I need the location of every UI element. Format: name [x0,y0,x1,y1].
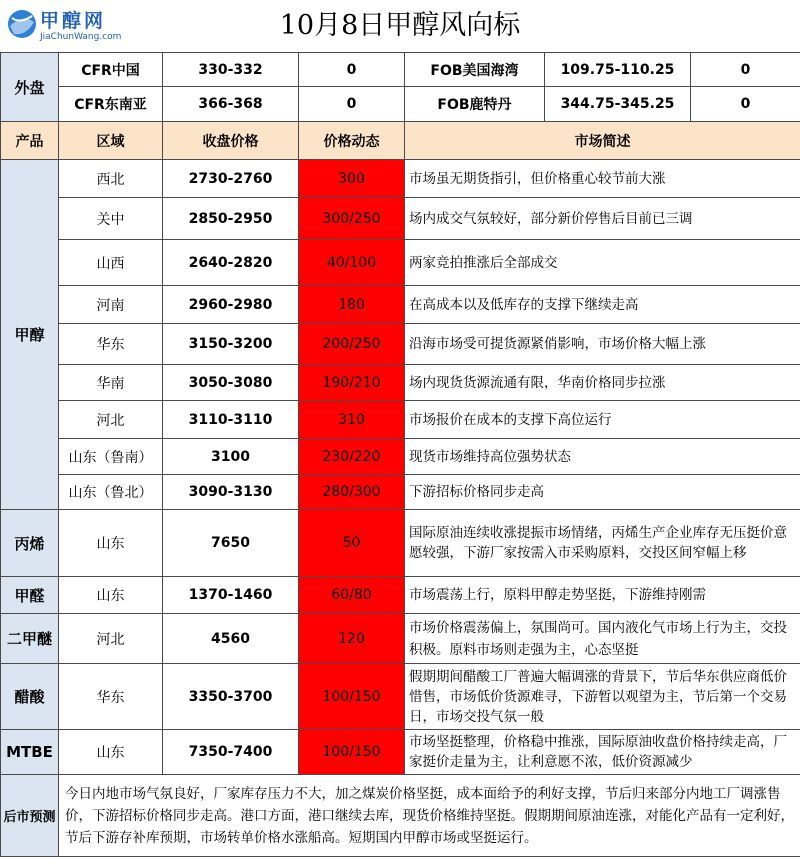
change-cell: 180 [299,286,405,324]
region-cell: 山西 [59,240,163,286]
table-row [1,401,800,439]
header-price: 收盘价格 [163,122,299,160]
table-row [1,577,800,614]
region-cell: 山东（鲁北） [59,475,163,510]
price-cell: 3050-3080 [163,365,299,401]
product-label: 二甲醚 [1,614,59,664]
price-cell: 2640-2820 [163,240,299,286]
ext-price: 109.75-110.25 [545,53,691,87]
region-cell: 关中 [59,198,163,240]
ext-change: 0 [691,87,800,122]
header-change: 价格动态 [299,122,405,160]
price-cell: 2730-2760 [163,160,299,198]
table-row [1,240,800,286]
change-cell: 300 [299,160,405,198]
price-cell: 3150-3200 [163,324,299,365]
summary-cell: 市场震荡上行，原料甲醇走势坚挺，下游维持刚需 [405,577,800,614]
page-title: 10月8日甲醇风向标 [0,0,800,52]
header-summary: 市场简述 [405,122,800,160]
price-table [0,52,800,857]
ext-location: FOB鹿特丹 [405,87,545,122]
column-header-row [1,122,800,160]
price-cell: 3350-3700 [163,664,299,730]
region-cell: 山东（鲁南） [59,439,163,475]
forecast-text: 今日内地市场气氛良好，厂家库存压力不大，加之煤炭价格坚挺，成本面给予的利好支撑，节后归来部分内地工厂调涨售价，下游招标价格同步走高。港口方面，港口继续去库，现货价格维持坚挺。假期期间原油连涨，对能化产品有一定利好，节后下游存补库预期，市场转单价格水涨船高。短期国内甲醇市场或坚挺运行。 [59,775,800,857]
region-cell: 山东 [59,577,163,614]
external-label: 外盘 [1,53,59,122]
product-label: 醋酸 [1,664,59,730]
region-cell: 河南 [59,286,163,324]
ext-price: 366-368 [163,87,299,122]
header-region: 区域 [59,122,163,160]
price-cell: 2850-2950 [163,198,299,240]
region-cell: 华南 [59,365,163,401]
logo-url: JiaChunWang.com [40,32,121,42]
methanol-label: 甲醇 [1,160,59,510]
price-cell: 7350-7400 [163,730,299,775]
region-cell: 华东 [59,324,163,365]
summary-cell: 市场价格震荡偏上，氛围尚可。国内液化气市场上行为主，交投积极。原料市场则走强为主，心态坚挺 [405,614,800,664]
external-row [1,87,800,122]
change-cell: 200/250 [299,324,405,365]
forecast-row [1,775,800,857]
ext-location: CFR东南亚 [59,87,163,122]
summary-cell: 沿海市场受可提货源紧俏影响，市场价格大幅上涨 [405,324,800,365]
price-cell: 3110-3110 [163,401,299,439]
table-row [1,365,800,401]
summary-cell: 下游招标价格同步走高 [405,475,800,510]
change-cell: 60/80 [299,577,405,614]
price-cell: 4560 [163,614,299,664]
table-row [1,475,800,510]
change-cell: 300/250 [299,198,405,240]
table-row [1,664,800,730]
price-cell: 3090-3130 [163,475,299,510]
region-cell: 西北 [59,160,163,198]
table-row [1,510,800,577]
change-cell: 100/150 [299,664,405,730]
change-cell: 310 [299,401,405,439]
ext-location: FOB美国海湾 [405,53,545,87]
summary-cell: 市场虽无期货指引，但价格重心较节前大涨 [405,160,800,198]
change-cell: 230/220 [299,439,405,475]
ext-change: 0 [299,53,405,87]
table-row [1,198,800,240]
ext-change: 0 [691,53,800,87]
logo-name: 甲醇网 [40,6,106,33]
table-row [1,730,800,775]
change-cell: 120 [299,614,405,664]
region-cell: 河北 [59,614,163,664]
price-cell: 1370-1460 [163,577,299,614]
forecast-label: 后市预测 [1,775,59,857]
region-cell: 山东 [59,730,163,775]
ext-price: 344.75-345.25 [545,87,691,122]
change-cell: 50 [299,510,405,577]
product-label: 甲醛 [1,577,59,614]
table-row [1,324,800,365]
summary-cell: 市场报价在成本的支撑下高位运行 [405,401,800,439]
summary-cell: 假期期间醋酸工厂普遍大幅调涨的背景下，节后华东供应商低价惜售，市场低价货源难寻，下游暂以观望为主，节后第一个交易日，市场交投气氛一般 [405,664,800,730]
header-product: 产品 [1,122,59,160]
summary-cell: 国际原油连续收涨提振市场情绪，丙烯生产企业库存无压挺价意愿较强，下游厂家按需入市采购原料，交投区间窄幅上移 [405,510,800,577]
summary-cell: 市场坚挺整理，价格稳中推涨，国际原油收盘价格持续走高，厂家挺价走量为主，让利意愿不浓，低价资源减少 [405,730,800,775]
price-cell: 2960-2980 [163,286,299,324]
change-cell: 40/100 [299,240,405,286]
table-row [1,439,800,475]
price-cell: 3100 [163,439,299,475]
change-cell: 100/150 [299,730,405,775]
price-cell: 7650 [163,510,299,577]
region-cell: 华东 [59,664,163,730]
region-cell: 河北 [59,401,163,439]
region-cell: 山东 [59,510,163,577]
change-cell: 280/300 [299,475,405,510]
ext-location: CFR中国 [59,53,163,87]
summary-cell: 场内成交气氛较好，部分新价停售后目前已三调 [405,198,800,240]
table-row [1,614,800,664]
ext-price: 330-332 [163,53,299,87]
product-label: 丙烯 [1,510,59,577]
external-row [1,53,800,87]
ext-change: 0 [299,87,405,122]
summary-cell: 两家竞拍推涨后全部成交 [405,240,800,286]
summary-cell: 场内现货货源流通有限，华南价格同步拉涨 [405,365,800,401]
table-row [1,286,800,324]
product-label: MTBE [1,730,59,775]
change-cell: 190/210 [299,365,405,401]
header [0,0,800,52]
summary-cell: 现货市场维持高位强势状态 [405,439,800,475]
summary-cell: 在高成本以及低库存的支撑下继续走高 [405,286,800,324]
table-row [1,160,800,198]
